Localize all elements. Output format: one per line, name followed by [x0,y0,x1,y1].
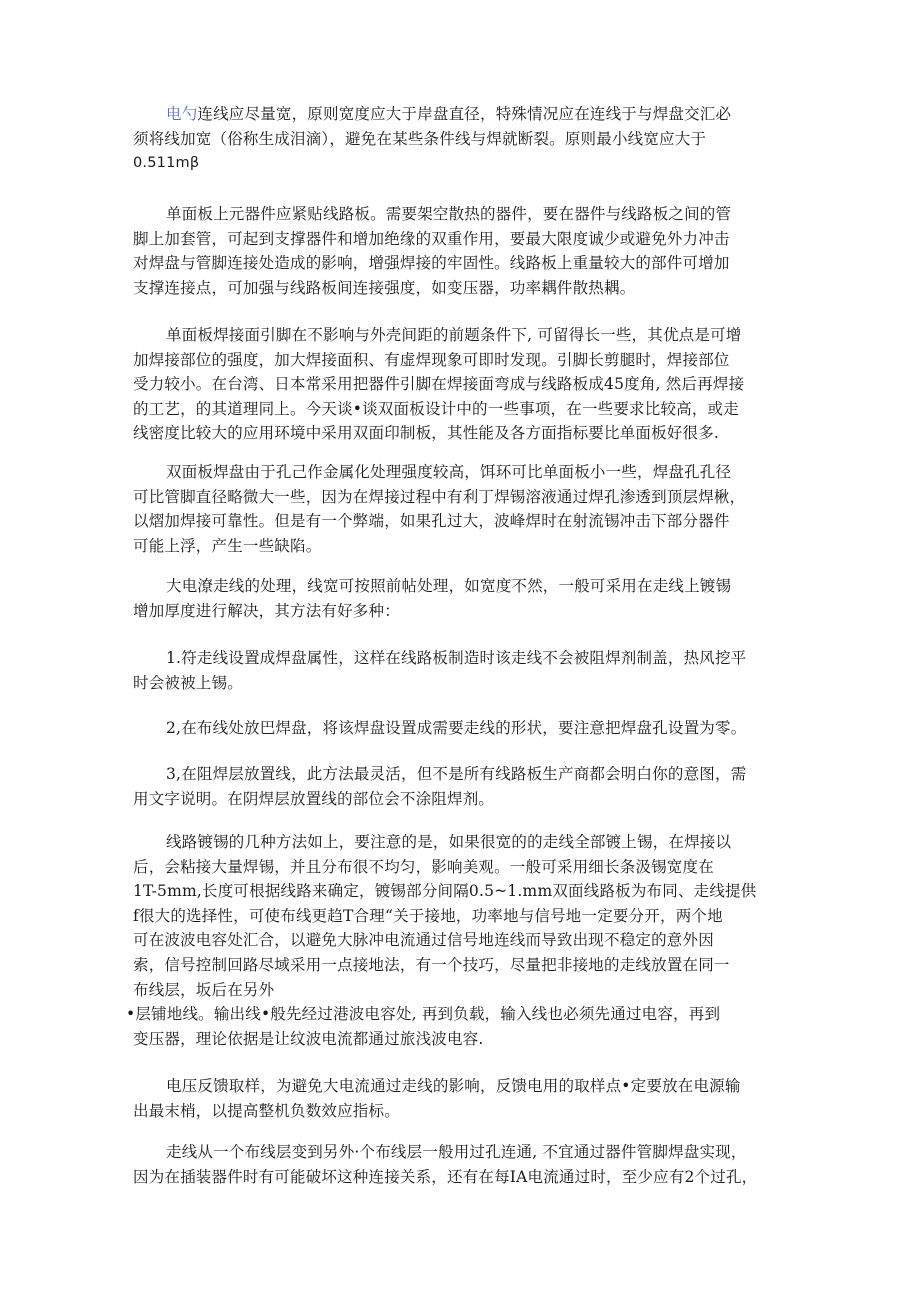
text-line: 索，信号控制回路尽域采用一点接地法，有一个技巧，尽量把非接地的走线放置在同一 [133,955,730,974]
text-line: 的工艺，的其道理同上。今天谈•谈双面板设计中的一些事项，在一些要求比较高，或走 [133,399,739,418]
text-line: •层铺地线。输出线•般先经过港波电容处, 再到负载，输入线也必须先通过电容，再到 [126,1005,721,1023]
text-line: 电压反馈取样，为避免大电流通过走线的影响，反馈电用的取样点•定要放在电源输 [166,1077,741,1095]
list-item [133,716,785,741]
text-line: 以熠加焊接可靠性。但是有一个弊端，如果孔过大，波峰焊时在射流锡冲击下部分器件 [133,512,730,531]
accent-text: 电勺 [166,105,198,123]
text-line: 1T-5mm,长度可根据线路来确定，镀锡部分间隔0.5~1.mm双面线路板为布同、走线提供 [133,882,757,901]
paragraph [133,102,785,176]
text-line: 3,在阻焊层放置线，此方法最灵活，但不是所有线路板生产商都会明白你的意图，需 [166,765,747,783]
text-line: 2,在布线处放巴焊盘，将该焊盘设置成需要走线的形状，要注意把焊盘孔设置为零。 [166,719,747,737]
text-line: 后，会粘接大量焊锡，并且分布很不均匀，影响美观。一般可采用细长条汲锡宽度在 [133,857,714,876]
text-line: 脚上加套管，可起到支撑器件和增加绝缘的双重作用，要最大限度诚少或避免外力冲击 [133,229,730,248]
text-line: 出最末梢，以提高整机负数效应指标。 [133,1101,400,1120]
text-line: 可在波波电容处汇合，以避免大脉冲电流通过信号地连线而导致出现不稳定的意外因 [133,931,714,950]
text-line: 电勺连线应尽量宽，原则宽度应大于岸盘直径，特殊情况应在连线于与焊盘交汇必 [166,105,732,123]
paragraph [133,574,785,623]
paragraph [133,202,785,300]
text-line: 用文字说明。在阴焊层放置线的部位会不涂阻焊剂。 [133,789,495,808]
paragraph [133,1074,785,1123]
text-line: 0.511mβ [133,155,200,172]
list-item [133,762,785,811]
text-line: 单面板上元器件应紧贴线路板。需要架空散热的器件，要在器件与线路板之间的管 [166,205,732,223]
text-line: 线密度比较大的应用环境中采用双面印制板，其性能及各方面指标要比单面板好很多. [133,424,720,443]
paragraph [126,1002,785,1051]
text-line: 因为在插装器件时有可能破坏这种连接关系，还有在每IA电流通过时，至少应有2个过孔， [133,1167,758,1186]
text-line: 支撑连接点，可加强与线路板间连接强度，如变压器，功率耦件散热耦。 [133,278,636,297]
paragraph [133,830,785,1002]
text-line: 增加厚度进行解决，其方法有好多种： [133,601,400,620]
text-line: 双面板焊盘由于孔己作金属化处理强度较高，饵环可比单面板小一些，焊盘孔孔径 [166,463,732,481]
text-line: 对焊盘与管脚连接处造成的影响，增强焊接的牢固性。线路板上重量较大的部件可增加 [133,254,730,273]
paragraph [133,323,785,446]
text-line: 加焊接部位的强度，加大焊接面积、有虚焊现象可即时发现。引脚长剪腿时，焊接部位 [133,350,730,369]
text-line: 受力较小。在台湾、日本常采用把器件引脚在焊接面弯成与线路板成45度角, 然后再焊接 [133,375,745,394]
text-line: 须将线加宽（俗称生成泪滴），避免在某些条件线与焊就断裂。原则最小线宽应大于 [133,129,707,148]
text-line: 可比管脚直径略微大一些，因为在焊接过程中有利丁焊锡溶液通过焊孔渗透到顶层焊楸， [133,487,746,506]
text-line: 走线从一个布线层变到另外·个布线层一般用过孔连通, 不宜通过器件管脚焊盘实现， [166,1143,747,1161]
text-line: 变压器，理论依据是让纹波电流都通过旅浅波电容. [133,1029,484,1048]
text-line: 大电潦走线的处理，线宽可按照前帖处理，如宽度不然，一般可采用在走线上镀锡 [166,577,732,595]
text-line: 时会被被上锡。 [133,673,243,692]
text-line: 布线层，坂后在另外 [133,980,275,999]
text-line: 可能上浮，产生一些缺陷。 [133,536,322,555]
text-line: 1.符走线设置成焊盘属性，这样在线路板制造时该走线不会被阻焊剂制盖，热风挖平 [166,649,747,667]
text-line: 单面板焊接面引脚在不影响与外壳间距的前题条件下, 可留得长一些，其优点是可增 [166,326,742,344]
text-line: 线路镀锡的几种方法如上，要注意的是，如果很宽的的走线全部镀上锡，在焊接以 [166,833,732,851]
text-line: f很大的选择性，可使布线更趋T合理“关于接地，功率地与信号地一定要分开，两个地 [133,906,723,925]
paragraph [133,1140,785,1189]
paragraph [133,460,785,558]
list-item [133,646,785,695]
